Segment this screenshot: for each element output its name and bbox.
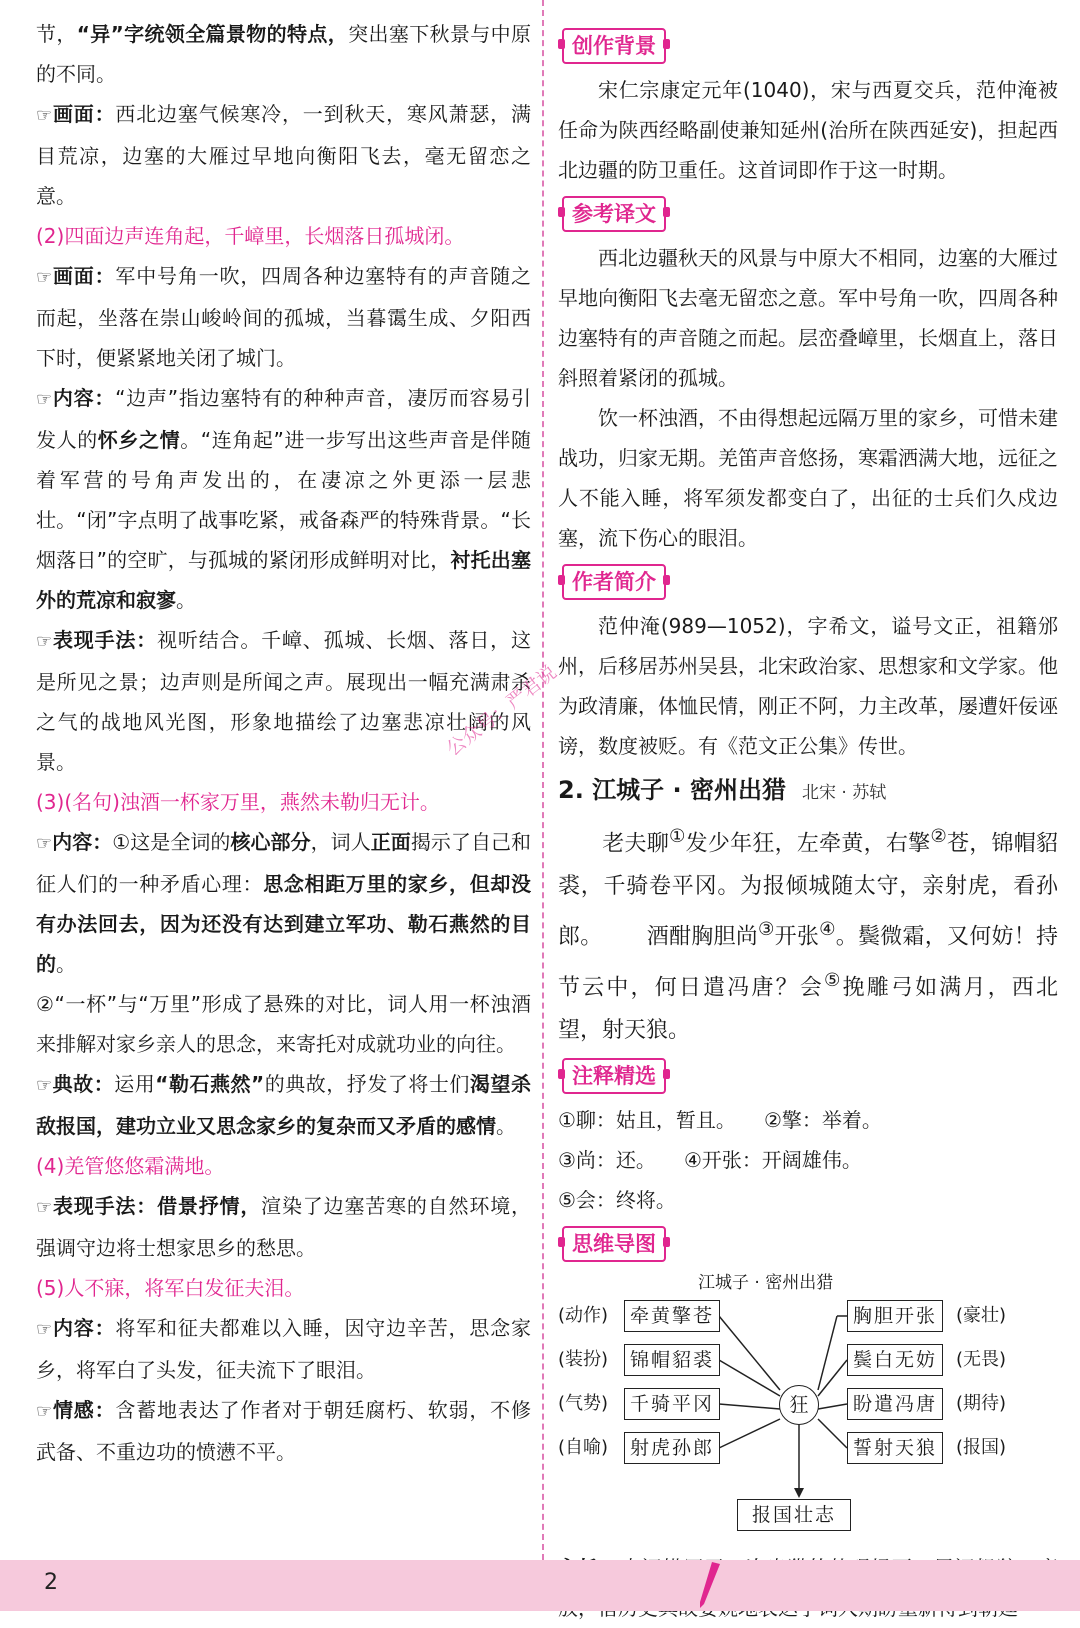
mind-map-bottom-node: 报国壮志: [737, 1499, 851, 1531]
paragraph-allusion: [36, 1064, 531, 1146]
mind-map-right-node: 盼遣冯唐: [847, 1388, 943, 1420]
emphasis-text: “异”字统领全篇景物的特点，: [76, 22, 349, 46]
mind-map-left-node: 千骑平冈: [624, 1388, 720, 1420]
note-item: ②擎：举着。: [763, 1107, 882, 1132]
pointing-hand-icon: [36, 1316, 52, 1340]
paragraph-content-3: [36, 822, 531, 984]
emphasis-text: 借景抒情，: [157, 1194, 262, 1218]
poem-text: [558, 815, 1058, 1052]
footnote-mark: ③: [757, 919, 775, 941]
section-tag-background: 创作背景: [562, 28, 666, 64]
pointing-hand-icon: [36, 102, 52, 126]
poem-fragment: 。鬓微霜，又何妨！持节云中，何日遣冯唐？会: [558, 924, 1058, 1000]
section-tag-notes: 注释精选: [562, 1058, 666, 1094]
label: 表现手法：: [52, 1194, 158, 1218]
subheading-line-4: (4)羌管悠悠霜满地。: [36, 1154, 225, 1178]
poem-fragment: 开张: [774, 924, 820, 950]
mind-map-right-label: (无畏): [956, 1348, 1007, 1370]
note-item: ⑤会：终将。: [558, 1187, 676, 1212]
mind-map-left-label: (气势): [558, 1392, 609, 1414]
pointing-hand-icon: [36, 1398, 52, 1422]
poem-fragment: 酒酣胸胆尚: [646, 924, 758, 950]
pointing-hand-icon: [36, 830, 52, 854]
text: 渲染了边塞苦寒的自然环境，强调守边将士想家思乡的愁思。: [36, 1194, 532, 1260]
mind-map-right-node: 鬓白无妨: [847, 1344, 943, 1376]
emphasis-text: 思念相距万里的家乡，但却没有办法回去，因为还没有达到建立军功、勒石燕然的目的: [36, 872, 532, 976]
notes-line-3: [558, 1180, 1058, 1220]
paragraph-emotion: [36, 1390, 531, 1472]
translation-paragraph-1: 西北边疆秋天的风景与中原大不相同，边塞的大雁过早地向衡阳飞去毫无留恋之意。军中号角一吹，四周各种边塞特有的声音随之而起。层峦叠嶂里，长烟直上，落日斜照着紧闭的孤城。: [558, 246, 1058, 390]
poem-fragment: 发少年狂，左牵黄，右擎: [685, 831, 931, 857]
subheading-line-3: (3)(名句)浊酒一杯家万里，燕然未勒归无计。: [36, 790, 440, 814]
pointing-hand-icon: [36, 386, 52, 410]
paragraph-content-5: [36, 1308, 531, 1390]
text: 军中号角一吹，四周各种边塞特有的声音随之而起，坐落在崇山峻岭间的孤城，当暮霭生成、夕阳西下时，便紧紧地关闭了城门。: [36, 264, 532, 370]
note-item: ③尚：还。: [558, 1147, 656, 1172]
paragraph-technique-4: [36, 1186, 531, 1268]
footnote-mark: ⑤: [823, 969, 843, 991]
mind-map-right-label: (报国): [956, 1436, 1007, 1458]
mind-map-title: 江城子 · 密州出猎: [698, 1272, 834, 1293]
mind-map-left-node: 牵黄擎苍: [624, 1300, 720, 1332]
footnote-mark: ①: [668, 826, 686, 847]
poem-author: 北宋 · 苏轼: [802, 783, 887, 803]
paragraph-content-2: [36, 378, 531, 620]
watermark: 公众号：严君说: [442, 661, 561, 761]
emphasis-text: 衬托出塞外的荒凉和寂寥: [36, 548, 532, 612]
mind-map-center-node: 狂: [779, 1385, 819, 1425]
text: 。: [56, 952, 76, 976]
poem-fragment: 老夫聊: [602, 831, 669, 857]
poem-fragment: 挽雕弓如满月，西北望，射天狼。: [558, 974, 1058, 1043]
text: 突出塞下秋景与中原的不同。: [36, 22, 532, 86]
label: 情感：: [52, 1398, 116, 1422]
emphasis-text: 核心部分: [230, 830, 311, 854]
text: 运用: [114, 1072, 156, 1096]
section-tag-mindmap: 思维导图: [562, 1226, 666, 1262]
subheading-line-2: (2)四面边声连角起，千嶂里，长烟落日孤城闭。: [36, 224, 465, 248]
section-tag-author: 作者简介: [562, 564, 666, 600]
mind-map-right-node: 胸胆开张: [847, 1300, 943, 1332]
paragraph-picture-1: [36, 94, 531, 216]
poem-title-text: 2. 江城子 · 密州出猎: [558, 776, 786, 804]
text: 。: [496, 1114, 516, 1138]
text: 西北边塞气候寒冷，一到秋天，寒风萧瑟，满目荒凉，边塞的大雁过早地向衡阳飞去，毫无留恋之意。: [36, 102, 532, 208]
mind-map-right-node: 誓射天狼: [847, 1432, 943, 1464]
footer-bar: [0, 1560, 1080, 1611]
label: 内容：: [52, 386, 116, 410]
mind-map-left-label: (装扮): [558, 1348, 609, 1370]
mind-map-left-node: 射虎孙郎: [624, 1432, 720, 1464]
notes-line-1: [558, 1100, 1058, 1140]
label: 内容：: [52, 830, 113, 854]
emphasis-text: 渴望杀敌报国，建功立业又思念家乡的复杂而又矛盾的感情: [36, 1072, 531, 1138]
note-item: ①聊：姑且，暂且。: [558, 1107, 736, 1132]
subheading-line-5: (5)人不寐，将军白发征夫泪。: [36, 1276, 305, 1300]
text: 。“连角起”进一步写出这些声音是伴随着军营的号角声发出的，在凄凉之外更添一层悲壮。“闭”字点明了战事吃紧，戒备森严的特殊背景。“长烟落日”的空旷，与孤城的紧闭形成鲜明对比，: [36, 428, 532, 572]
translation-paragraph-2: 饮一杯浊酒，不由得想起远隔万里的家乡，可惜未建战功，归家无期。羌笛声音悠扬，寒霜洒满大地，远征之人不能入睡，将军须发都变白了，出征的士兵们久戍边塞，流下伤心的眼泪。: [558, 406, 1058, 550]
footnote-mark: ④: [819, 919, 836, 941]
pointing-hand-icon: [36, 628, 52, 652]
mind-map-right-label: (豪壮): [956, 1304, 1007, 1326]
pen-icon: [690, 1560, 730, 1611]
text: 节，: [36, 22, 77, 46]
paragraph-picture-2: [36, 256, 531, 378]
text: “边声”指边塞特有的种种声音，凄厉而容易引发人的: [36, 386, 531, 452]
mind-map: [558, 1268, 1048, 1548]
emphasis-text: 怀乡之情: [97, 428, 181, 452]
pointing-hand-icon: [36, 1194, 52, 1218]
emphasis-text: “勒石燕然”: [155, 1072, 265, 1096]
column-divider: [542, 0, 544, 1560]
mind-map-right-label: (期待): [956, 1392, 1007, 1414]
footnote-mark: ②: [930, 826, 948, 847]
mind-map-left-node: 锦帽貂裘: [624, 1344, 720, 1376]
text: 视听结合。千嶂、孤城、长烟、落日，这是所见之景；边声则是所闻之声。展现出一幅充满肃杀之气的战地风光图，形象地描绘了边塞悲凉壮阔的风景。: [36, 628, 532, 774]
label: 表现手法：: [52, 628, 158, 652]
background-text: 宋仁宗康定元年(1040)，宋与西夏交兵，范仲淹被任命为陕西经略副使兼知延州(治所在陕西延安)，担起西北边疆的防卫重任。这首词即作于这一时期。: [558, 78, 1058, 182]
paragraph-intro: [36, 14, 531, 94]
text: 将军和征夫都难以入睡，因守边辛苦，思念家乡，将军白了头发，征夫流下了眼泪。: [36, 1316, 532, 1382]
label: 画面：: [52, 264, 116, 288]
text: ，词人: [310, 830, 371, 854]
emphasis-text: 正面: [370, 830, 411, 854]
text: 的典故，抒发了将士们: [264, 1072, 470, 1096]
notes-line-2: [558, 1140, 1058, 1180]
label: 内容：: [52, 1316, 116, 1340]
text: ①这是全词的: [112, 830, 231, 854]
author-text: 范仲淹(989—1052)，字希文，谥号文正，祖籍邠州，后移居苏州吴县，北宋政治家、思想家和文学家。他为政清廉，体恤民情，刚正不阿，力主改革，屡遭奸佞诬谤，数度被贬。有《范文正公集》传世。: [558, 614, 1058, 758]
poem-fragment: 苍，锦帽貂裘，千骑卷平冈。为报倾城随太守，亲射虎，看孙郎。: [558, 831, 1058, 950]
pointing-hand-icon: [36, 264, 52, 288]
mind-map-left-label: (自喻): [558, 1436, 609, 1458]
label: 典故：: [52, 1072, 115, 1096]
text: 。: [176, 588, 196, 612]
text: 含蓄地表达了作者对于朝廷腐朽、软弱，不修武备、不重边功的愤懑不平。: [36, 1398, 532, 1464]
section-tag-translation: 参考译文: [562, 196, 666, 232]
text: 揭示了自己和征人们的一种矛盾心理：: [36, 830, 532, 896]
note-item: ④开张：开阔雄伟。: [683, 1147, 862, 1172]
mind-map-left-label: (动作): [558, 1304, 609, 1326]
poem-title: [558, 768, 1058, 815]
right-column: [558, 22, 1058, 1628]
paragraph-content-3b: ②“一杯”与“万里”形成了悬殊的对比，词人用一杯浊酒来排解对家乡亲人的思念，来寄托对成就功业的向往。: [36, 992, 531, 1056]
pointing-hand-icon: [36, 1072, 52, 1096]
label: 画面：: [52, 102, 116, 126]
page-number: 2: [44, 1570, 58, 1595]
